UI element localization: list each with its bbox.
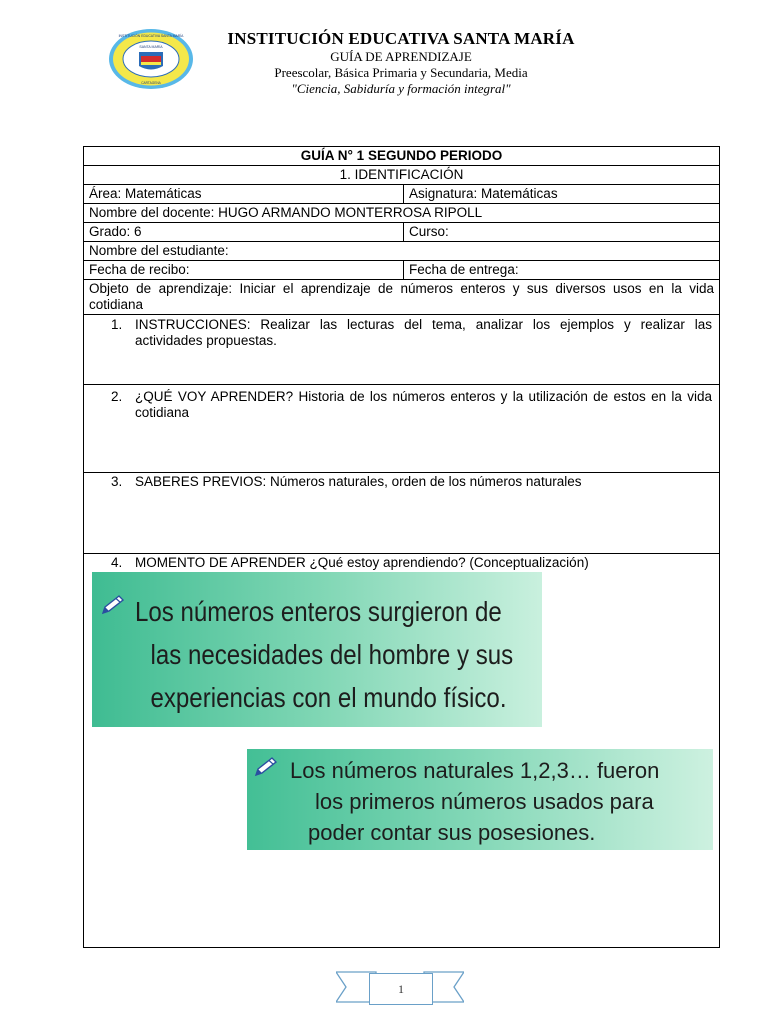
subject-field: Asignatura: Matemáticas [404,185,720,204]
student-row [84,242,720,261]
pencil-icon [253,756,279,778]
area-field: Área: Matemáticas [84,185,404,204]
teacher-row [84,204,720,223]
school-logo [108,28,194,90]
banner-line: las necesidades del hombre y sus [150,639,514,670]
institution-name: INSTITUCIÓN EDUCATIVA SANTA MARÍA [227,29,575,48]
learning-objective: Objeto de aprendizaje: Iniciar el aprendizaje de números enteros y sus diversos usos en la vida cotidiana [84,280,720,315]
course-field[interactable]: Curso: [404,223,720,242]
banner-text [290,755,659,848]
banner-line: los primeros números usados para [315,789,654,814]
guide-title: GUÍA N° 1 SEGUNDO PERIODO [84,147,720,166]
title-row [84,147,720,166]
what-to-learn-row [84,385,720,473]
logo-ring-text: INSTITUCIÓN EDUCATIVA SANTA MARÍA [118,34,184,38]
list-item [89,317,714,349]
pencil-icon [100,594,126,616]
school-levels: Preescolar, Básica Primaria y Secundaria, Media [274,65,528,80]
what-to-learn-cell [84,385,720,473]
document-type: GUÍA DE APRENDIZAJE [330,49,472,64]
instructions-text: INSTRUCCIONES: Realizar las lecturas del tema, analizar los ejemplos y realizar las actividades propuestas. [135,317,712,348]
identification-row [84,166,720,185]
banner-line: Los números enteros surgieron de [135,596,502,627]
logo-bottom-text: CARTAGENA [141,81,161,85]
student-name-field[interactable]: Nombre del estudiante: [84,242,720,261]
received-date-field[interactable]: Fecha de recibo: [84,261,404,280]
prior-knowledge-cell [84,473,720,554]
prior-knowledge-row [84,473,720,554]
concept-banner-naturals [247,749,713,850]
banner-line: poder contar sus posesiones. [308,820,596,845]
instructions-cell [84,315,720,385]
item-number: 3. [111,474,123,489]
banner-text [135,590,513,719]
banner-line: Los números naturales 1,2,3… fueron [290,758,660,783]
list-item [89,389,714,421]
dates-row [84,261,720,280]
banner-line: experiencias con el mundo físico. [150,682,507,713]
item-number: 2. [111,389,123,404]
learning-moment-text: MOMENTO DE APRENDER ¿Qué estoy aprendiendo? (Conceptualización) [135,555,589,570]
list-item [89,555,714,571]
what-to-learn-text: ¿QUÉ VOY APRENDER? Historia de los números enteros y la utilización de estos en la vida cotidiana [135,389,712,420]
item-number: 4. [111,555,123,570]
list-item [89,474,714,490]
logo-center-text: SANTA MARÍA [139,45,163,49]
area-row [84,185,720,204]
section-identification: 1. IDENTIFICACIÓN [84,166,720,185]
document-header [0,0,768,110]
prior-knowledge-text: SABERES PREVIOS: Números naturales, orden de los números naturales [135,474,582,489]
school-motto: "Ciencia, Sabiduría y formación integral" [291,81,511,96]
grade-row [84,223,720,242]
page-number: 1 [369,973,433,1005]
delivery-date-field[interactable]: Fecha de entrega: [404,261,720,280]
instructions-row [84,315,720,385]
objective-row [84,280,720,315]
header-text-block [200,28,602,97]
teacher-field: Nombre del docente: HUGO ARMANDO MONTERROSA RIPOLL [84,204,720,223]
item-number: 1. [111,317,123,332]
grade-field: Grado: 6 [84,223,404,242]
concept-banner-integers [92,572,542,727]
